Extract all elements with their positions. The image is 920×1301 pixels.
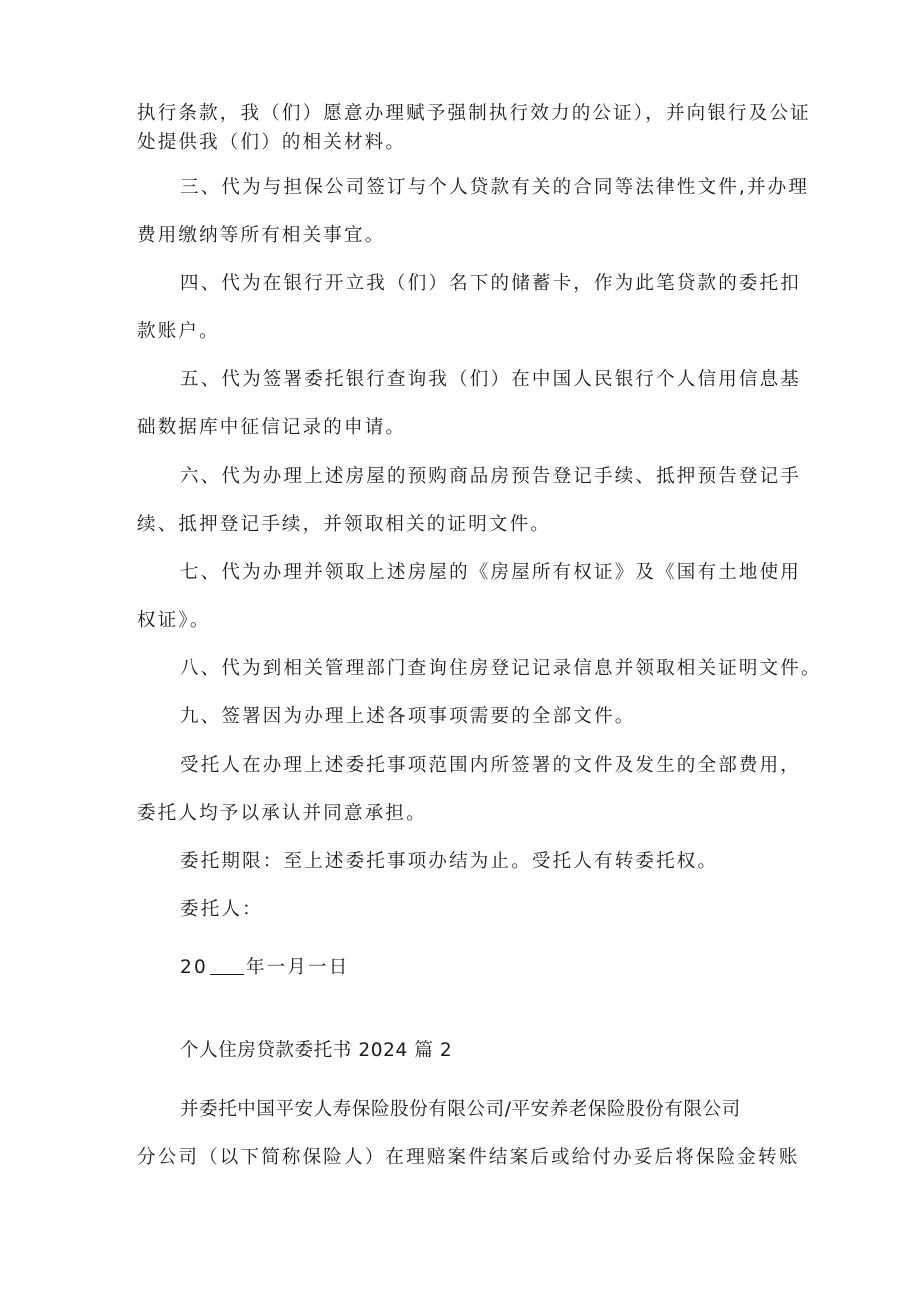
date-suffix: 年一月一日 [245, 957, 350, 978]
item-3-line-1: 三、代为与担保公司签订与个人贷款有关的合同等法律性文件,并办理 [180, 177, 810, 198]
term-line: 委托期限：至上述委托事项办结为止。受托人有转委托权。 [180, 851, 719, 872]
item-7-line-2: 权证》。 [137, 610, 211, 631]
item-9-line-1: 九、签署因为办理上述各项事项需要的全部文件。 [180, 706, 636, 727]
item-4-line-1: 四、代为在银行开立我（们）名下的储蓄卡，作为此笔贷款的委托扣 [180, 273, 802, 294]
date-prefix: 20 [180, 957, 208, 978]
section-2-line-2: 分公司（以下简称保险人）在理赔案件结案后或给付办妥后将保险金转账 [137, 1147, 800, 1168]
item-5-line-2: 础数据库中征信记录的申请。 [137, 417, 407, 438]
statement-line-2: 委托人均予以承认并同意承担。 [137, 803, 427, 824]
item-4-line-2: 款账户。 [137, 321, 220, 342]
section-heading: 个人住房贷款委托书 2024 篇 2 [180, 1040, 453, 1061]
statement-line-1: 受托人在办理上述委托事项范围内所签署的文件及发生的全部费用， [180, 755, 802, 776]
intro-line-2: 处提供我（们）的相关材料。 [137, 132, 407, 153]
item-7-line-1: 七、代为办理并领取上述房屋的《房屋所有权证》及《国有土地使用 [180, 562, 802, 583]
item-3-line-2: 费用缴纳等所有相关事宜。 [137, 225, 386, 246]
item-6-line-1: 六、代为办理上述房屋的预购商品房预告登记手续、抵押预告登记手 [180, 466, 802, 487]
principal-label: 委托人： [180, 899, 263, 920]
item-6-line-2: 续、抵押登记手续，并领取相关的证明文件。 [137, 514, 552, 535]
item-5-line-1: 五、代为签署委托银行查询我（们）在中国人民银行个人信用信息基 [180, 369, 802, 390]
date-line [180, 956, 349, 980]
section-2-line-1: 并委托中国平安人寿保险股份有限公司/平安养老保险股份有限公司 [180, 1099, 741, 1120]
item-8-line-1: 八、代为到相关管理部门查询住房登记记录信息并领取相关证明文件。 [180, 658, 822, 679]
intro-line-1: 执行条款，我（们）愿意办理赋予强制执行效力的公证），并向银行及公证 [137, 103, 811, 124]
date-blank [210, 972, 244, 975]
